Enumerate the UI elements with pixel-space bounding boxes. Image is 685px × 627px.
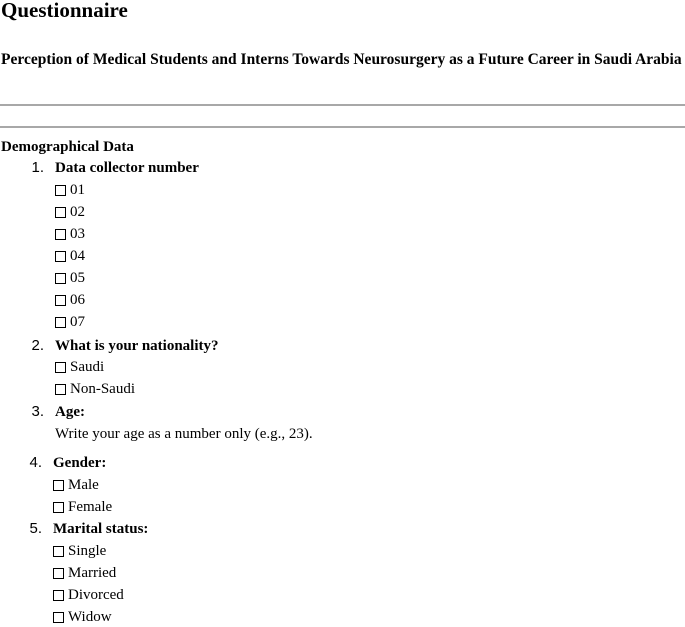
checkbox-icon[interactable]	[55, 362, 66, 373]
checkbox-icon[interactable]	[55, 317, 66, 328]
question-4-label: Gender:	[53, 455, 107, 471]
option-label: Married	[68, 565, 117, 581]
option-label: Non-Saudi	[70, 381, 135, 397]
option-02[interactable]	[55, 202, 85, 222]
option-label: Female	[68, 499, 113, 515]
option-divorced[interactable]	[53, 585, 124, 605]
checkbox-icon[interactable]	[53, 568, 64, 579]
option-label: Divorced	[68, 587, 124, 603]
option-label: Widow	[68, 609, 112, 625]
question-4-number: 4.	[29, 454, 42, 471]
question-5-label: Marital status:	[53, 521, 149, 537]
checkbox-icon[interactable]	[53, 502, 64, 513]
question-3-number: 3.	[31, 403, 44, 420]
option-label: 03	[70, 226, 85, 242]
question-3-label: Age:	[55, 404, 85, 420]
checkbox-icon[interactable]	[53, 480, 64, 491]
option-04[interactable]	[55, 246, 85, 266]
checkbox-icon[interactable]	[53, 546, 64, 557]
divider-bottom	[0, 126, 685, 128]
option-07[interactable]	[55, 312, 85, 332]
option-non-saudi[interactable]	[55, 379, 135, 399]
checkbox-icon[interactable]	[55, 185, 66, 196]
divider-top	[0, 104, 685, 106]
option-married[interactable]	[53, 563, 116, 583]
option-05[interactable]	[55, 268, 85, 288]
question-1-label: Data collector number	[55, 160, 199, 176]
option-label: 07	[70, 314, 85, 330]
question-2-label: What is your nationality?	[55, 338, 219, 354]
option-female[interactable]	[53, 497, 112, 517]
page-title: Questionnaire	[1, 0, 128, 22]
option-label: Single	[68, 543, 107, 559]
option-label: 02	[70, 204, 85, 220]
option-label: 01	[70, 182, 85, 198]
option-label: 06	[70, 292, 85, 308]
option-label: 04	[70, 248, 85, 264]
option-label: Saudi	[70, 359, 105, 375]
option-06[interactable]	[55, 290, 85, 310]
question-2-number: 2.	[31, 337, 44, 354]
questionnaire-subtitle: Perception of Medical Students and Interns Towards Neurosurgery as a Future Career in Saudi Arabia	[1, 51, 682, 68]
checkbox-icon[interactable]	[53, 590, 64, 601]
checkbox-icon[interactable]	[53, 612, 64, 623]
age-instruction: Write your age as a number only (e.g., 23).	[55, 426, 313, 442]
option-widow[interactable]	[53, 607, 112, 627]
option-single[interactable]	[53, 541, 106, 561]
option-saudi[interactable]	[55, 357, 104, 377]
checkbox-icon[interactable]	[55, 207, 66, 218]
option-03[interactable]	[55, 224, 85, 244]
checkbox-icon[interactable]	[55, 251, 66, 262]
option-01[interactable]	[55, 180, 85, 200]
checkbox-icon[interactable]	[55, 273, 66, 284]
option-label: Male	[68, 477, 99, 493]
checkbox-icon[interactable]	[55, 229, 66, 240]
checkbox-icon[interactable]	[55, 384, 66, 395]
section-title: Demographical Data	[1, 139, 134, 155]
option-label: 05	[70, 270, 85, 286]
question-5-number: 5.	[29, 520, 42, 537]
option-male[interactable]	[53, 475, 99, 495]
question-1-number: 1.	[31, 159, 44, 176]
checkbox-icon[interactable]	[55, 295, 66, 306]
